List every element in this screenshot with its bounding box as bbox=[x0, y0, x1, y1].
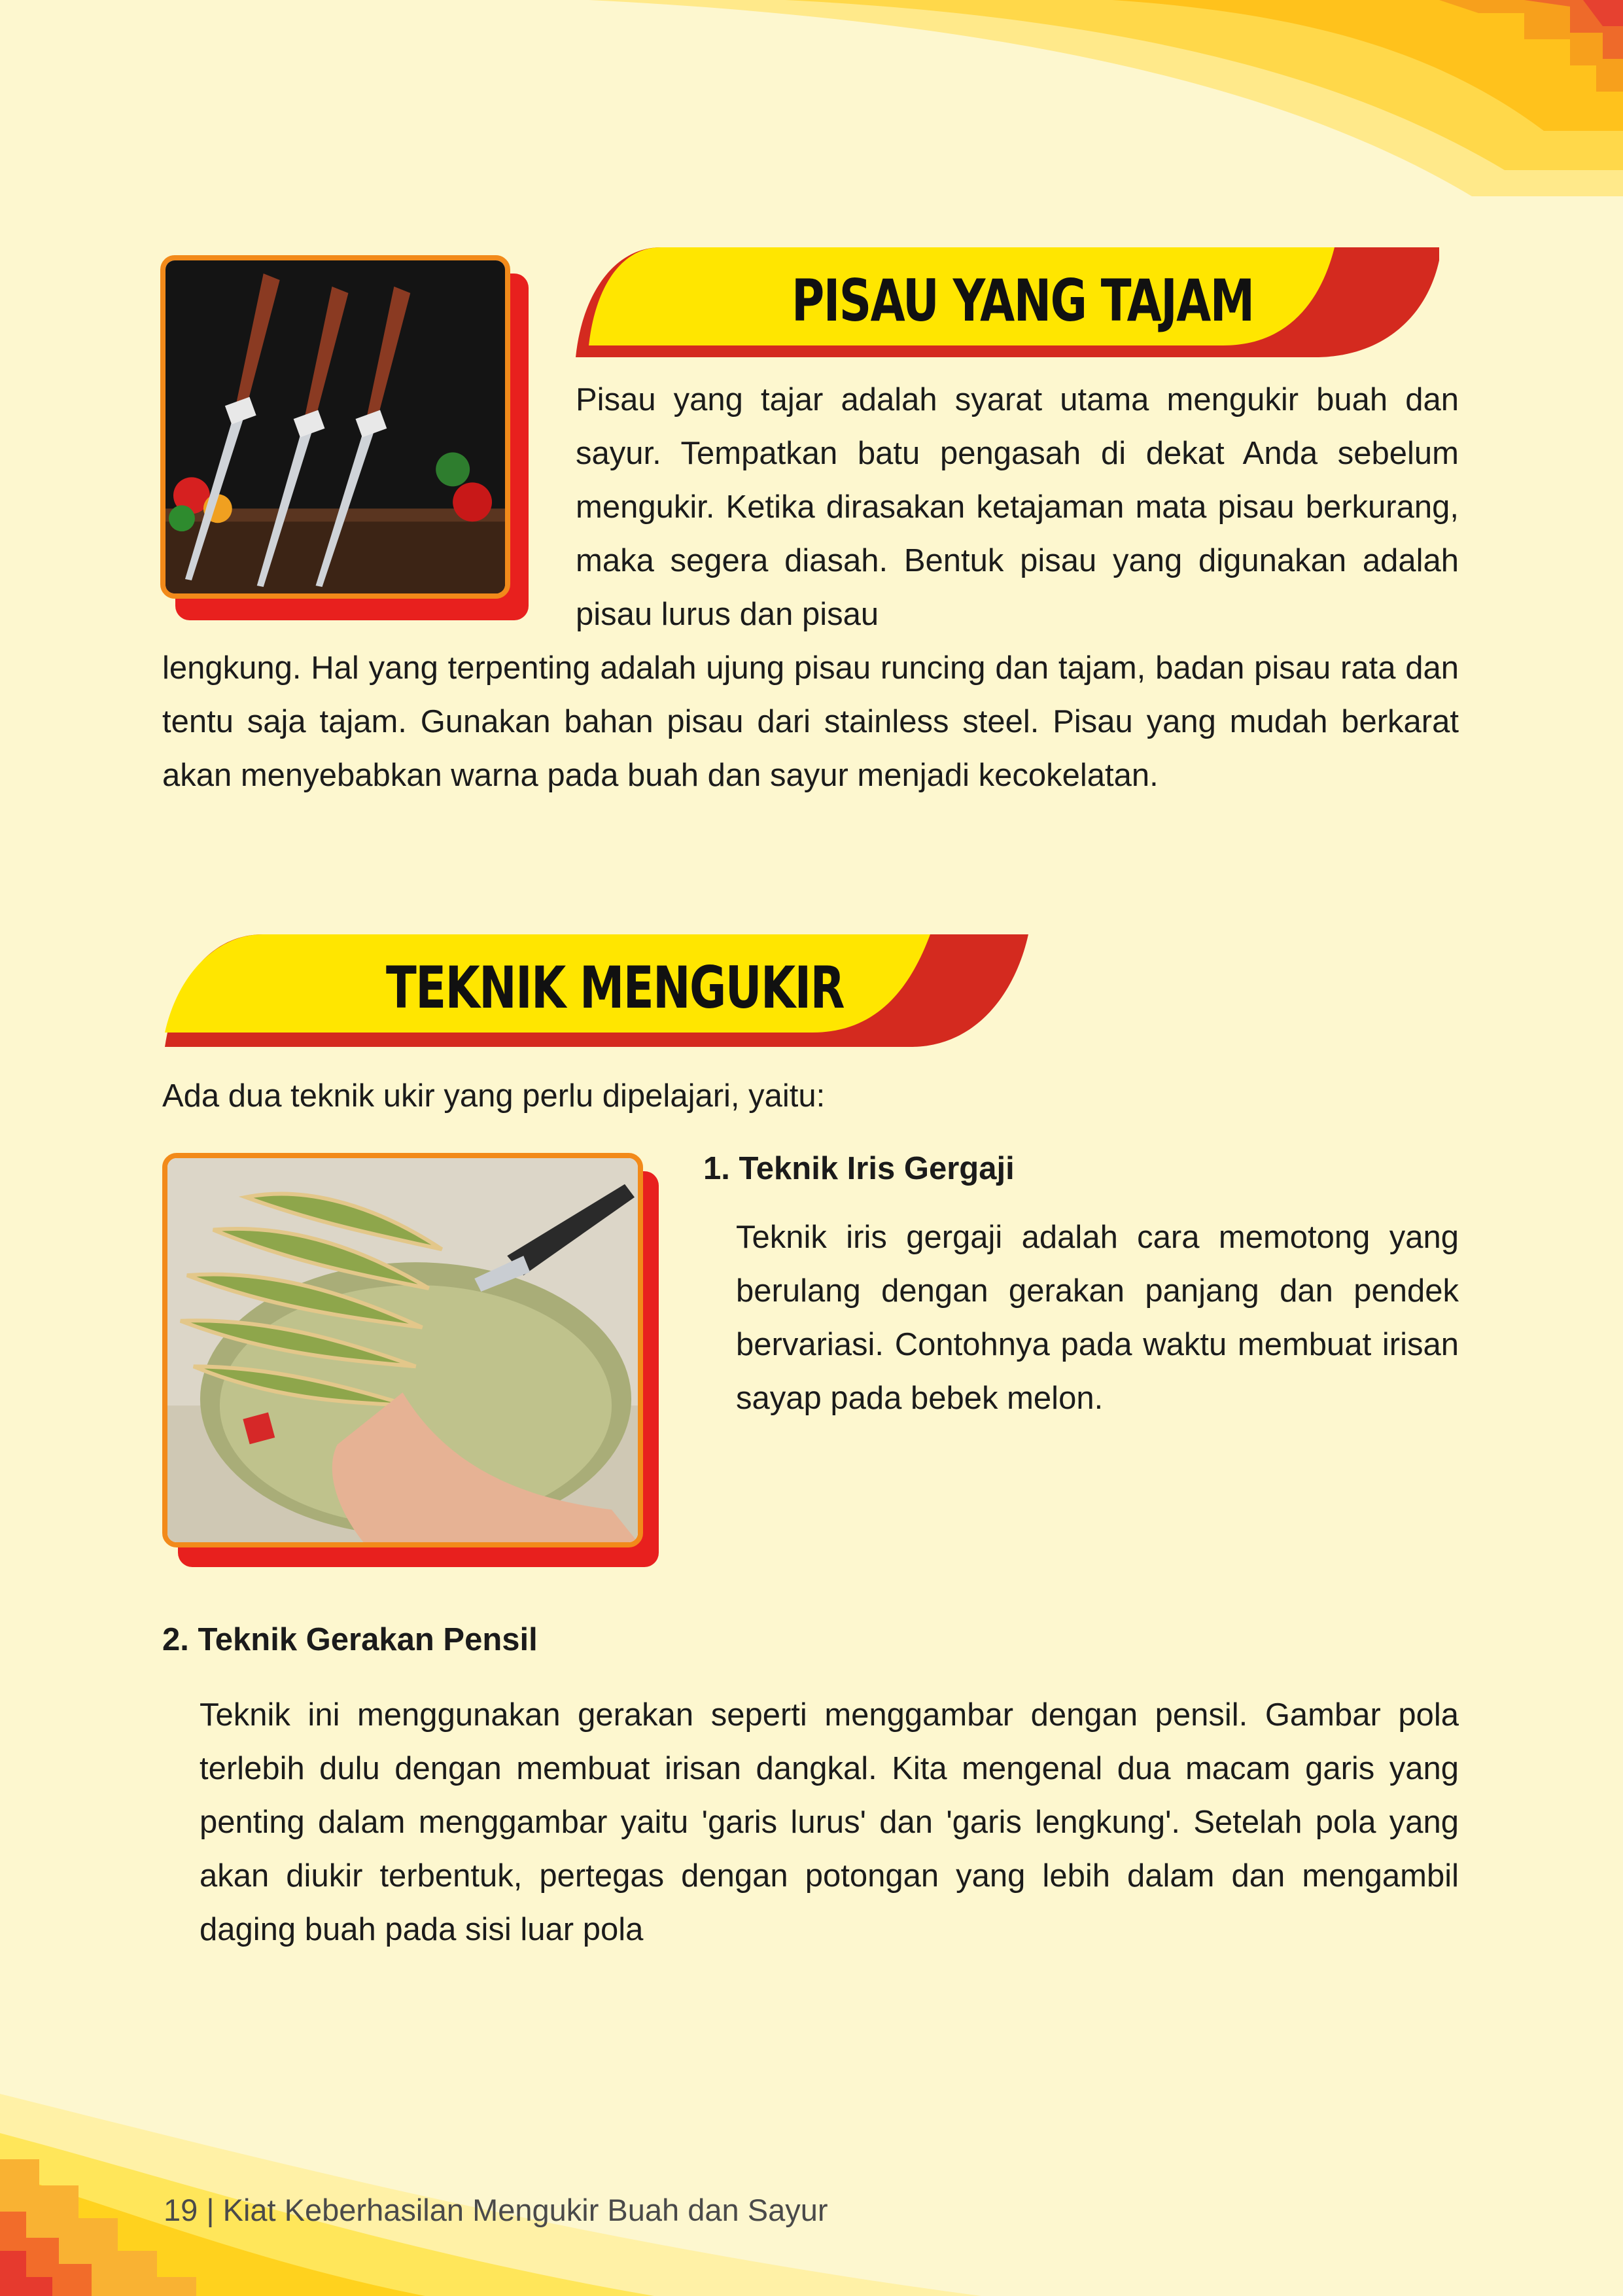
knife-section-title: PISAU YANG TAJAM bbox=[792, 267, 1254, 334]
technique-2-body: Teknik ini menggunakan gerakan seperti menggambar dengan pensil. Gambar pola terlebih dulu dengan membuat irisan dangkal. Kita mengenal dua macam garis yang penting dalam menggambar yaitu 'garis lurus' dan 'garis lengkung'. Setelah pola yang akan diukir terbentuk, pertegas dengan potongan yang lebih dalam dan mengambil daging buah pada sisi luar pola bbox=[200, 1697, 1459, 1947]
top-corner-decoration bbox=[0, 0, 1623, 209]
technique-2-title: 2. Teknik Gerakan Pensil bbox=[162, 1622, 538, 1657]
technique-1-title: 1. Teknik Iris Gergaji bbox=[703, 1151, 1015, 1186]
footer-page-label: 19 | Kiat Keberhasilan Mengukir Buah dan Sayur bbox=[164, 2193, 828, 2227]
technique-intro: Ada dua teknik ukir yang perlu dipelajari, yaitu: bbox=[162, 1078, 826, 1114]
melon-image bbox=[162, 1153, 643, 1547]
knife-paragraph-full: lengkung. Hal yang terpenting adalah ujung pisau runcing dan tajam, badan pisau rata dan tentu saja tajam. Gunakan bahan pisau dari stainless steel. Pisau yang mudah berkarat akan menyebabkan warna pada buah dan sayur menjadi kecokelatan. bbox=[162, 650, 1459, 793]
knife-image bbox=[160, 255, 510, 599]
technique-1-body: Teknik iris gergaji adalah cara memotong yang berulang dengan gerakan panjang dan pendek bervariasi. Contohnya pada waktu membuat irisan sayap pada bebek melon. bbox=[736, 1220, 1459, 1416]
bottom-corner-decoration bbox=[0, 2081, 1623, 2296]
knife-paragraph-wrapped: Pisau yang tajar adalah syarat utama mengukir buah dan sayur. Tempatkan batu pengasah di dekat Anda sebelum mengukir. Ketika dirasakan ketajaman mata pisau berkurang, maka segera diasah. Bentuk pisau yang digunakan adalah pisau lurus dan pisau bbox=[576, 382, 1459, 632]
technique-section-title: TEKNIK MENGUKIR bbox=[386, 954, 844, 1021]
